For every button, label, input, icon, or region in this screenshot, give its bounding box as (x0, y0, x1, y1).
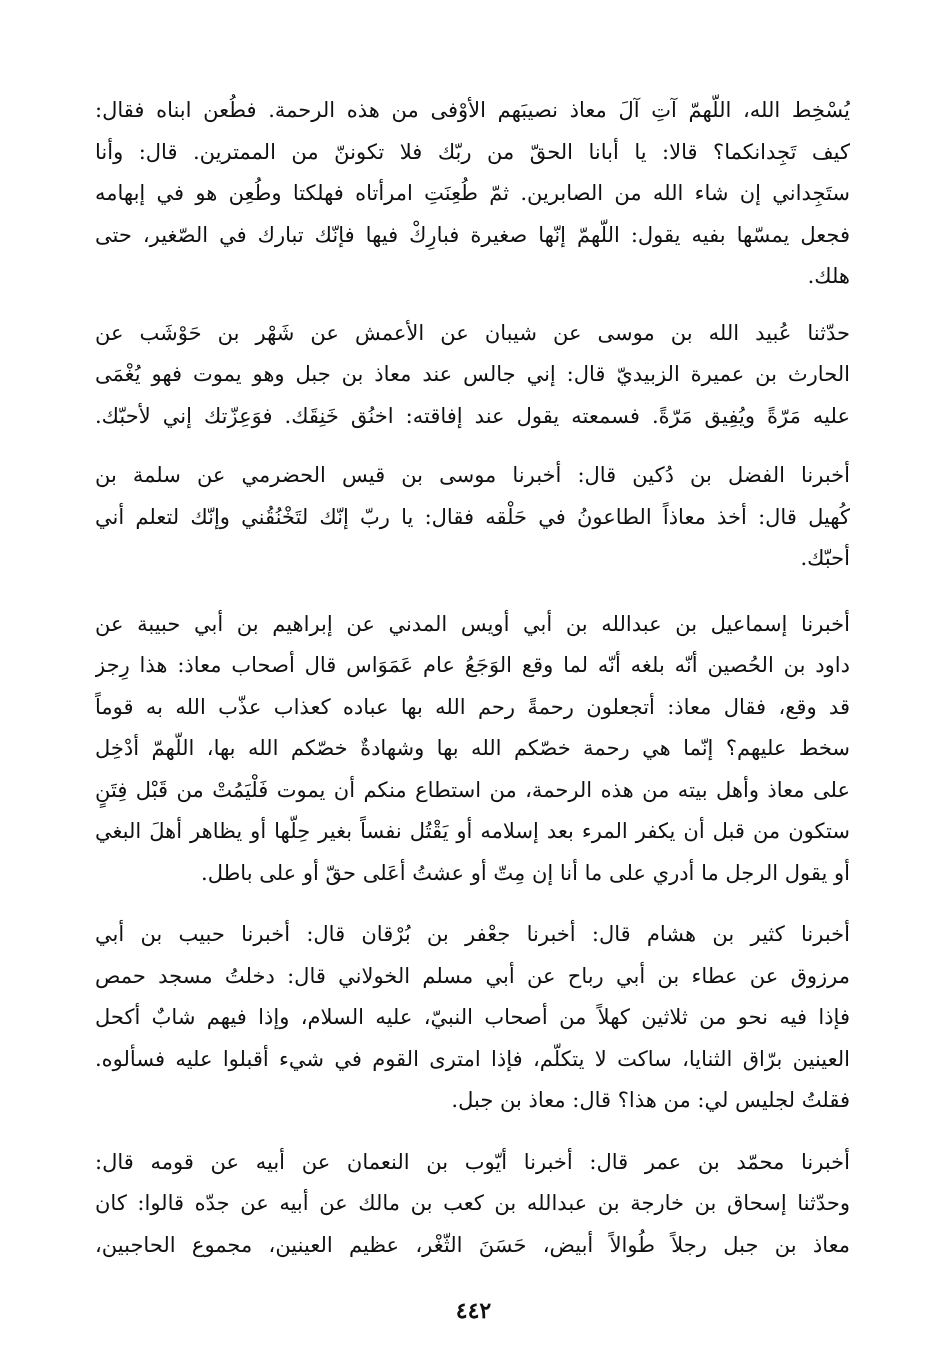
paragraph-4 (95, 604, 850, 895)
text-line: هلك. (807, 264, 850, 288)
text-line: أخبرنا إسماعيل بن عبدالله بن أبي أويس المدني عن إبراهيم بن أبي حبيبة عن (95, 611, 850, 636)
page-number: ٤٤٢ (455, 1298, 492, 1324)
text-line: فقلتُ لجليس لي: من هذا؟ قال: معاذ بن جبل. (451, 1088, 850, 1112)
text-line: ستَجِداني إن شاء الله من الصابرين. ثمّ طُعِنَتِ امرأتاه فهلكتا وطُعِن هو في إبهامه (95, 181, 850, 205)
text-line: حدّثنا عُبيد الله بن موسى عن شيبان عن الأعمش عن شَهْر بن حَوْشَب عن (95, 320, 850, 345)
paragraph-5 (95, 914, 850, 1122)
text-line: كيف تَجِدانكما؟ قالا: يا أبانا الحقّ من ربّك فلا تكوننّ من الممترين. قال: وأنا (95, 139, 850, 164)
text-line: كُهيل قال: أخذ معاذاً الطاعونُ في حَلْقه فقال: يا ربّ إنّك لتَخْنُقُني وإنّك لتعلم أني (95, 504, 850, 529)
text-line: يُسْخِط الله، اللّهمّ آتِ آلَ معاذ نصيبَهم الأوْفى من هذه الرحمة. فطُعن ابناه فقال: (95, 98, 850, 122)
text-line: أخبرنا كثير بن هشام قال: أخبرنا جعْفر بن بُرْقان قال: أخبرنا حبيب بن أبي (95, 922, 850, 946)
text-line: أو يقول الرجل ما أدري على ما أنا إن مِتّ أو عشتُ أعَلى حقّ أو على باطل. (201, 860, 850, 885)
paragraph-1 (95, 90, 850, 298)
text-line: أخبرنا محمّد بن عمر قال: أخبرنا أيّوب بن النعمان عن أبيه عن قومه قال: (95, 1149, 850, 1174)
text-line: أحبّك. (800, 546, 850, 570)
paragraph-2 (95, 313, 850, 438)
page-body (95, 90, 850, 1266)
text-line: سخط عليهم؟ إنّما هي رحمة خصّكم الله بها وشهادةٌ خصّكم الله بها، اللّهمّ أدْخِل (95, 736, 850, 760)
paragraph-3 (95, 455, 850, 580)
text-line: معاذ بن جبل رجلاً طُوالاً أبيض، حَسَنَ الثّغْر، عظيم العينين، مجموع الحاجبين، (95, 1232, 850, 1257)
paragraph-6 (95, 1142, 850, 1267)
text-line: وحدّثنا إسحاق بن خارجة بن عبدالله بن كعب بن مالك عن أبيه عن جدّه قالوا: كان (95, 1191, 850, 1215)
text-line: داود بن الحُصين أنّه بلغه أنّه لما وقع الوَجَعُ عام عَمَوَاس قال أصحاب معاذ: هذا رِجز (95, 653, 850, 677)
text-line: فجعل يمسّها بفيه يقول: اللّهمّ إنّها صغيرة فبارِكْ فيها فإنّك تبارك في الصّغير، حتى (95, 222, 850, 247)
text-line: العينين برّاق الثنايا، ساكت لا يتكلّم، فإذا امترى القوم في شيء أقبلوا عليه فسألوه. (95, 1046, 850, 1071)
text-line: مرزوق عن عطاء بن أبي رباح عن أبي مسلم الخولاني قال: دخلتُ مسجد حمص (95, 963, 850, 988)
text-line: فإذا فيه نحو من ثلاثين كهلاً من أصحاب النبيّ، عليه السلام، وإذا فيهم شابٌ أكحل (95, 1005, 850, 1029)
text-line: قد وقع، فقال معاذ: أتجعلون رحمةً رحم الله بها عباده كعذاب عذّب الله به قوماً (95, 694, 850, 719)
text-line: عليه مَرّةً ويُفِيق مَرّةً. فسمعته يقول عند إفاقته: اخنُق خَنِقَك. فوَعِزّتك إني لأحبّك. (95, 403, 850, 428)
text-line: أخبرنا الفضل بن دُكين قال: أخبرنا موسى بن قيس الحضرمي عن سلمة بن (95, 463, 850, 487)
text-line: ستكون من قبل أن يكفر المرء بعد إسلامه أو يَقْتُل نفساً بغير حِلّها أو يظاهر أهلَ البغي (95, 819, 850, 843)
text-line: الحارث بن عميرة الزبيديّ قال: إني جالس عند معاذ بن جبل وهو يموت فهو يُغْمَى (95, 362, 850, 386)
text-line: على معاذ وأهل بيته من هذه الرحمة، من استطاع منكم أن يموت فَلْيَمُتْ من قَبْل فِتَنٍ (95, 777, 850, 802)
